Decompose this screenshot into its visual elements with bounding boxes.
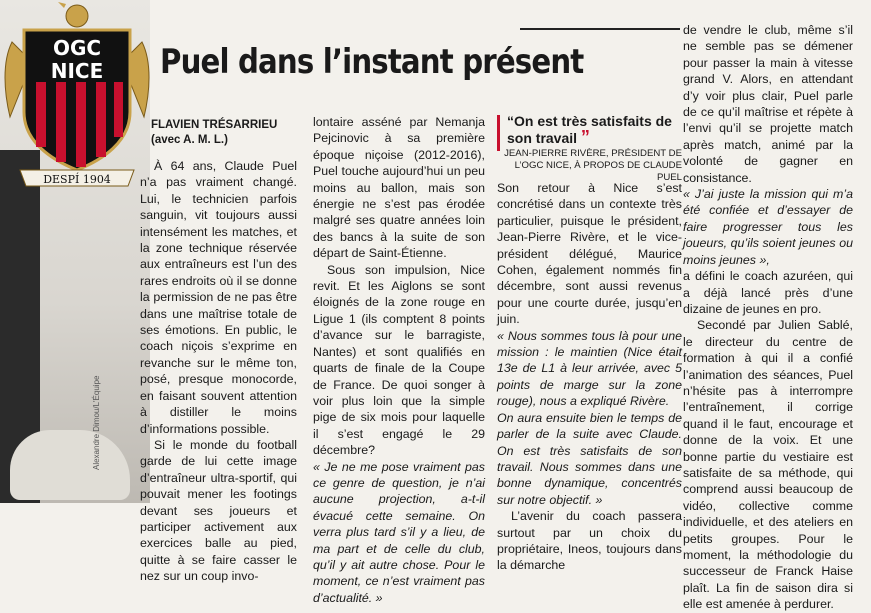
paragraph: a défini le coach azuréen, qui a déjà lancé près d’une dizaine de jeunes en pro. (683, 269, 853, 316)
ogc-nice-crest-logo (2, 2, 152, 192)
paragraph: Sous son impulsion, Nice revit. Et les Aiglons se sont éloignés de la zone rouge en Ligue 1 (ils comptent 8 points d’avance sur le barragiste, Nantes) et sont qualifiés en quarts de finale de la Coupe de France. De quoi songer à voir plus loin que la simple pige de six mois pour laquelle il s’est engagé le 29 décembre? (313, 262, 485, 458)
paragraph: Secondé par Julien Sablé, le directeur du centre de formation à qui il a confié l’animation des séances, Puel n’hésite pas à interrompre l’entraînement, il corrige quand il le faut, encourage et donne de la voix. Et une bonne partie du vestiaire est satisfaite de sa méthode, qui comprend aussi beaucoup de vidéo, collective comme individuelle, et des ateliers en petits groupes. Pour le moment, la méthodologie du successeur de Franck Haise plaît. La fin de saison dira si elle est amenée à perdurer. (683, 318, 853, 612)
quote-paragraph: « Je ne me pose vraiment pas ce genre de question, je n’ai aucune projection, a-t-il évacué cette semaine. On verra plus tard s’il y a lieu, de ma part et de celle du club, qu’il y ait autre chose. Pour le moment, ce n’est vraiment pas d’actualité. » (313, 459, 485, 605)
paragraph: Son retour à Nice s’est concrétisé dans un contexte très particulier, puisque le président, Jean-Pierre Rivère, et le vice-président délégué, Maurice Cohen, également nommés fin décembre, sont aussi revenus pour une courte durée, jusqu’en juin. (497, 181, 682, 327)
paragraph: « J’ai juste la mission qui m’a été confiée et d’essayer de faire progresser tous les joueurs, qu’ils soient jeunes ou moins jeunes », (683, 187, 853, 267)
paragraph: « Nous sommes tous là pour une mission : le maintien (Nice était 13e de L1 à leur arrivée, avec 5 points de marge sur la zone rouge), nous a expliqué Rivère. (497, 328, 682, 409)
paragraph: On aura ensuite bien le temps de parler de la suite avec Claude. On est très satisfaits de son travail. Nous sommes dans une bonne dynamique, concentrés sur notre objectif. » (497, 410, 682, 507)
article-column-2 (313, 114, 485, 606)
pull-quote (497, 113, 682, 184)
byline (151, 118, 277, 148)
headline: Puel dans l’instant présent (160, 42, 584, 82)
paragraph: À 64 ans, Claude Puel n’a pas vraiment changé. Lui, le technicien parfois sanguin, vit toujours aussi intensément les matches, et la zone technique réservée aux entraîneurs est l’un des rares endroits où il se donne la permission de ne pas être dans une maîtrise totale de ses émotions. En public, le coach niçois s’exprime en revanche sur le même ton, posé, presque monocorde, en faisant souvent attention à distiller le moins d’informations possible. (140, 159, 297, 436)
svg-text:OGC: OGC (52, 36, 102, 60)
svg-text:DESPÍ 1904: DESPÍ 1904 (43, 173, 111, 186)
paragraph: Si le monde du football garde de lui cette image d’entraîneur ultra-sportif, qui pouvait mener les footings devant ses joueurs et participer activement aux exercices balle au pied, quitte à se faire casser le nez sur un coup invo- (140, 437, 297, 584)
paragraph: lontaire asséné par Nemanja Pejcinovic à sa première époque niçoise (2012-2016), Puel touche aujourd’hui un peu moins au ballon, mais son énergie ne s’est pas érodée malgré ses quatre années loin des bancs à la suite de son départ de Saint-Étienne. (313, 115, 485, 261)
paragraph: L’avenir du coach passera surtout par un choix du propriétaire, Ineos, toujours dans la démarche (497, 509, 682, 573)
photo-credit: Alexandre Dimou/L'Équipe (92, 375, 101, 470)
article-column-4 (683, 22, 853, 613)
pull-quote-text: “On est très satisfaits de son travail ” (507, 113, 672, 147)
author-name: FLAVIEN TRÉSARRIEU (151, 119, 278, 131)
article-column-3 (497, 180, 682, 574)
header-rule (520, 28, 680, 30)
photo-shoe (10, 430, 130, 500)
quote-accent-bar (497, 115, 500, 151)
quote-marks-icon: ” (580, 127, 590, 147)
author-credit: (avec A. M. L.) (151, 134, 228, 146)
paragraph: de vendre le club, même s’il ne semble pas se démener pour passer la main à vitesse grand V. Alors, en attendant d’y voir plus clair, Puel parle de ce qu’il maîtrise et répète à l’envi qu’il se projette match après match, animé par la volonté de gagner en consistance. (683, 23, 853, 185)
article-column-1 (140, 158, 297, 585)
svg-text:NICE: NICE (50, 59, 104, 83)
quote-attribution: JEAN-PIERRE RIVÈRE, PRÉSIDENT DE L’OGC NICE, À PROPOS DE CLAUDE PUEL (504, 148, 682, 183)
